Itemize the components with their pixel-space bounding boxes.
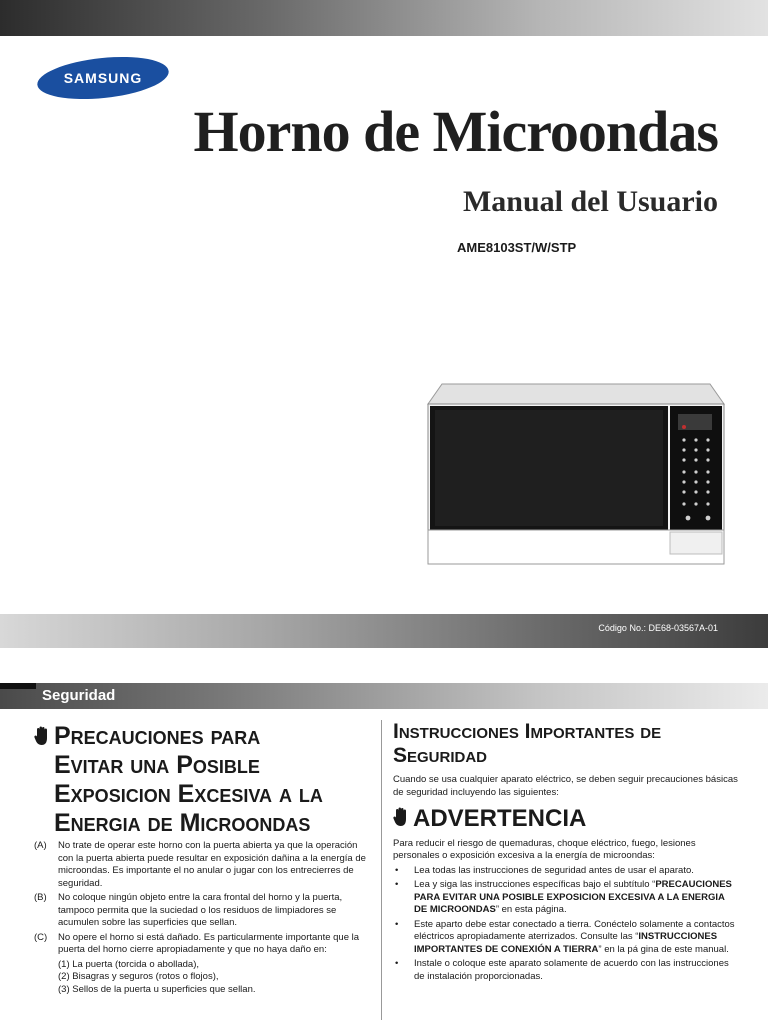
hand-icon (34, 726, 50, 751)
precautions-heading (34, 722, 370, 838)
precautions-title (54, 722, 323, 838)
section-header (0, 683, 768, 709)
precautions-column (34, 722, 370, 996)
list-item (34, 840, 370, 890)
bullet-text: Lea y siga las instrucciones específicas bajo el subtítulo “ (414, 879, 656, 890)
list-marker: (C) (34, 931, 48, 943)
list-item (393, 919, 738, 957)
precautions-title-line: Evitar una Posible (54, 751, 260, 779)
bullet-dot: • (395, 879, 399, 890)
precautions-list (34, 840, 370, 996)
bullet-dot: • (395, 864, 399, 876)
brand-logo-text: SAMSUNG (63, 70, 143, 86)
column-divider (381, 720, 382, 1020)
document-code: Código No.: DE68-03567A-01 (598, 623, 718, 633)
list-text: No coloque ningún objeto entre la cara frontal del horno y la puerta, tampoco permita que la suciedad o los residuos de limpiadores se acumulen sobre las superficies que sellan. (58, 892, 343, 928)
bullet-text: Este aparto debe estar conectado a tierra. Conéctelo solamente a contactos eléctricos apropiadamente aterrizados. Consulte las “ (414, 918, 735, 942)
bullet-text: Instale o coloque este aparato solamente de acuerdo con las instrucciones de instalación proporcionadas. (414, 958, 729, 982)
code-band (0, 614, 768, 648)
list-marker: (A) (34, 840, 47, 851)
list-text: No opere el horno si está dañado. Es particularmente importante que la puerta del horno cierre apropiadamente y que no haya daño en: (58, 931, 360, 955)
list-text (414, 919, 738, 957)
list-item (393, 865, 738, 878)
sub-list-item: (2) Bisagras y seguros (rotos o flojos), (58, 971, 219, 982)
list-text (414, 879, 738, 917)
instructions-title-line: Instrucciones Importantes de (393, 720, 662, 743)
page-subtitle: Manual del Usuario (462, 185, 718, 218)
list-item (393, 879, 738, 917)
sub-list-item: (3) Sellos de la puerta u superficies que sellan. (58, 983, 256, 995)
instructions-title (393, 720, 738, 768)
list-text (414, 958, 738, 983)
page-title: Horno de Microondas (193, 99, 718, 164)
bullet-text: ” en esta página. (495, 904, 567, 915)
precautions-title-line: Energia de Microondas (54, 809, 311, 837)
bullet-text: Lea todas las instrucciones de seguridad antes de usar el aparato. (414, 864, 694, 876)
instructions-column (393, 722, 738, 985)
precautions-title-line: Precauciones para (54, 722, 261, 750)
bullet-dot: • (395, 918, 399, 930)
section-marker (0, 683, 36, 689)
model-number: AME8103ST/W/STP (457, 240, 577, 255)
bullet-bold-text: INSTRUCCIONES IMPORTANTES DE CONEXIÓN A TIERRA (414, 931, 718, 955)
warning-bullets (393, 865, 738, 984)
warning-title: ADVERTENCIA (413, 805, 587, 832)
list-text: No trate de operar este horno con la puerta abierta ya que la operación con la puerta abierta puede resultar en exposición dañina a la energía de microondas. Es importante el no anular o jugar con los entrecierres de seguridad. (58, 840, 366, 889)
header-band (0, 0, 768, 36)
list-text (414, 865, 738, 878)
list-marker: (B) (34, 892, 47, 903)
bullet-text: ” en la pá gina de este manual. (598, 943, 729, 955)
section-title: Seguridad (42, 687, 116, 704)
sub-list-item: (1) La puerta (torcida o abollada), (58, 958, 199, 970)
bullet-bold-text: PRECAUCIONES PARA EVITAR UNA POSIBLE EXPOSICION EXCESIVA A LA ENERGIA DE MICROONDAS (414, 879, 732, 915)
list-item (34, 932, 370, 957)
microwave-oven-illustration (426, 382, 726, 566)
warning-intro: Para reducir el riesgo de quemaduras, choque eléctrico, fuego, lesiones personales o exposición excesiva a la energía de microondas: (393, 837, 696, 861)
list-item (393, 958, 738, 983)
instructions-intro: Cuando se usa cualquier aparato eléctrico, se deben seguir precauciones básicas de seguridad incluyendo las siguientes: (393, 774, 738, 798)
precautions-title-line: Exposicion Excesiva a la (54, 780, 323, 808)
warning-heading (393, 807, 738, 832)
list-item (34, 892, 370, 930)
hand-icon (393, 807, 409, 832)
instructions-title-line: Seguridad (393, 744, 488, 767)
bullet-dot: • (395, 958, 399, 969)
